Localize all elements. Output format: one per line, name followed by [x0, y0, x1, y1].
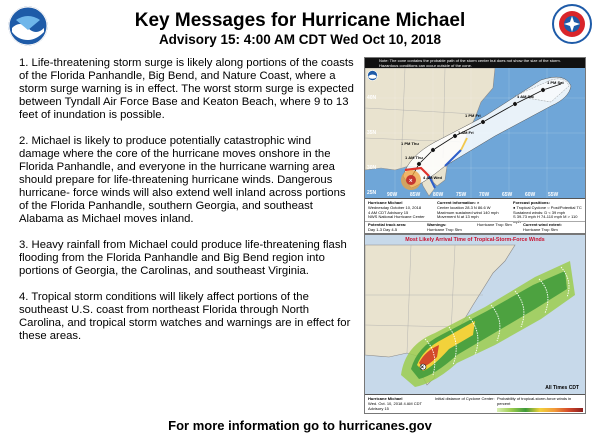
key-messages: [19, 57, 354, 356]
issued-advisory: 4 AM CDT Advisory 15: [368, 209, 409, 215]
day-label: 1 PM Thu: [401, 141, 419, 146]
advisory-line: Advisory 15: 4:00 AM CDT Wed Oct 10, 2018: [158, 32, 442, 47]
center-location: Center location 28.3 N 86.6 W: [437, 204, 491, 210]
wind-extent-legend: Hurricane Trop Stm: [523, 226, 558, 232]
storm-name: Hurricane Michael: [368, 200, 403, 205]
key-message-4: 4. Tropical storm conditions will likely affect portions of the southeast U.S. coast from northeast Florida through North Carolina, and tropical storm watches and warnings are in effect for these areas.: [19, 291, 351, 342]
storm-name: Hurricane Michael: [368, 396, 403, 401]
lat-label: 25N: [367, 190, 377, 196]
wind-legend: [365, 394, 585, 413]
warnings-title: Warnings:: [427, 222, 447, 227]
key-message-2: 2. Michael is likely to produce potentially catastrophic wind damage where the core of the hurricane moves onshore in the Florida Panhandle, and everyone in the hurricane warning area should prepare for life-threatening hurricane winds. Dangerous hurricane- force winds will also extend well inland across portions of the Florida Panhandle, southern Georgia, and southeast Alabama as Michael moves inland.: [19, 135, 346, 225]
probability-color-scale: [497, 408, 583, 412]
day-label: 1 AM Sat: [517, 94, 534, 99]
lon-label: 55W: [548, 192, 559, 198]
movement: Movement N at 13 mph: [437, 214, 479, 220]
issued-date: Wed. Oct. 10, 2018 4 AM CDT: [368, 400, 422, 406]
issued-advisory: Advisory 15: [368, 405, 389, 411]
watches-legend: Hurricane Trop Stm: [477, 222, 512, 227]
warnings-legend: Hurricane Trop Stm: [427, 226, 462, 232]
track-legend: Day 1-3 Day 4-5: [368, 226, 398, 232]
page-title: Key Messages for Hurricane Michael: [134, 10, 466, 31]
day-label: 4 AM Wed: [423, 175, 442, 180]
day-label: 1 PM Sat: [547, 80, 564, 85]
day-label: 1 PM Fri: [465, 113, 481, 118]
legend-scale-label: Probability of tropical-storm-force winds in percent: [497, 396, 572, 406]
cone-legend: [365, 198, 585, 233]
lat-label: 30N: [367, 165, 377, 171]
key-message-3: 3. Heavy rainfall from Michael could produce life-threatening flash flooding from the Florida Panhandle and Big Bend region into portions of Georgia, the Carolinas, and southeast Virginia.: [19, 239, 347, 277]
lon-label: 85W: [410, 192, 421, 198]
forecast-title: Forecast positions:: [513, 200, 550, 205]
track-title: Potential track area:: [368, 222, 407, 227]
lon-label: 90W: [387, 192, 398, 198]
day-label: 1 AM Fri: [458, 130, 474, 135]
all-times-label: All Times CDT: [545, 385, 579, 391]
day-label: 1 AM Thu: [405, 155, 423, 160]
svg-text:×: ×: [409, 178, 413, 185]
forecast-line: ● Tropical Cyclone ○ Post/Potential TC: [513, 204, 582, 210]
forecast-line: S 39-73 mph H 74-110 mph M > 110 mph: [513, 214, 578, 225]
legend-note: Initial distance of Cyclone Center:: [435, 396, 495, 401]
current-info-title: Current information: ×: [437, 200, 480, 205]
wind-arrival-map: [364, 234, 586, 414]
lon-label: 65W: [502, 192, 513, 198]
noaa-small-icon: [367, 70, 378, 81]
cone-note: Note: The cone contains the probable path of the storm center but does not show the size of the storm. Hazardous conditions can occur outside of the cone.: [365, 58, 585, 68]
lon-label: 70W: [479, 192, 490, 198]
lon-label: 75W: [456, 192, 467, 198]
wind-extent-title: Current wind extent:: [523, 222, 562, 227]
footer-link: For more information go to hurricanes.gov: [168, 418, 432, 433]
lon-label: 60W: [525, 192, 536, 198]
key-message-1: 1. Life-threatening storm surge is likely along portions of the coasts of the Florida Panhandle, Big Bend, and Nature Coast, where a storm surge warning is in effect. The worst storm surge is expected between Tyndall Air Force Base and Keaton Beach, where 9 to 13 feet of inundation is possible.: [19, 57, 354, 121]
max-wind: Maximum sustained wind 140 mph: [437, 209, 499, 215]
forecast-line: Sustained winds: D < 39 mph: [513, 209, 566, 215]
wind-map-title: Most Likely Arrival Time of Tropical-Storm-Force Winds: [405, 237, 545, 243]
lon-label: 80W: [433, 192, 444, 198]
lat-label: 35N: [367, 130, 377, 136]
svg-text:×: ×: [420, 365, 425, 371]
forecast-cone-map: [364, 57, 586, 234]
lat-label: 40N: [367, 95, 377, 101]
issuer: NWS National Hurricane Center: [368, 214, 425, 220]
issued-date: Wednesday October 10, 2018: [368, 204, 422, 210]
